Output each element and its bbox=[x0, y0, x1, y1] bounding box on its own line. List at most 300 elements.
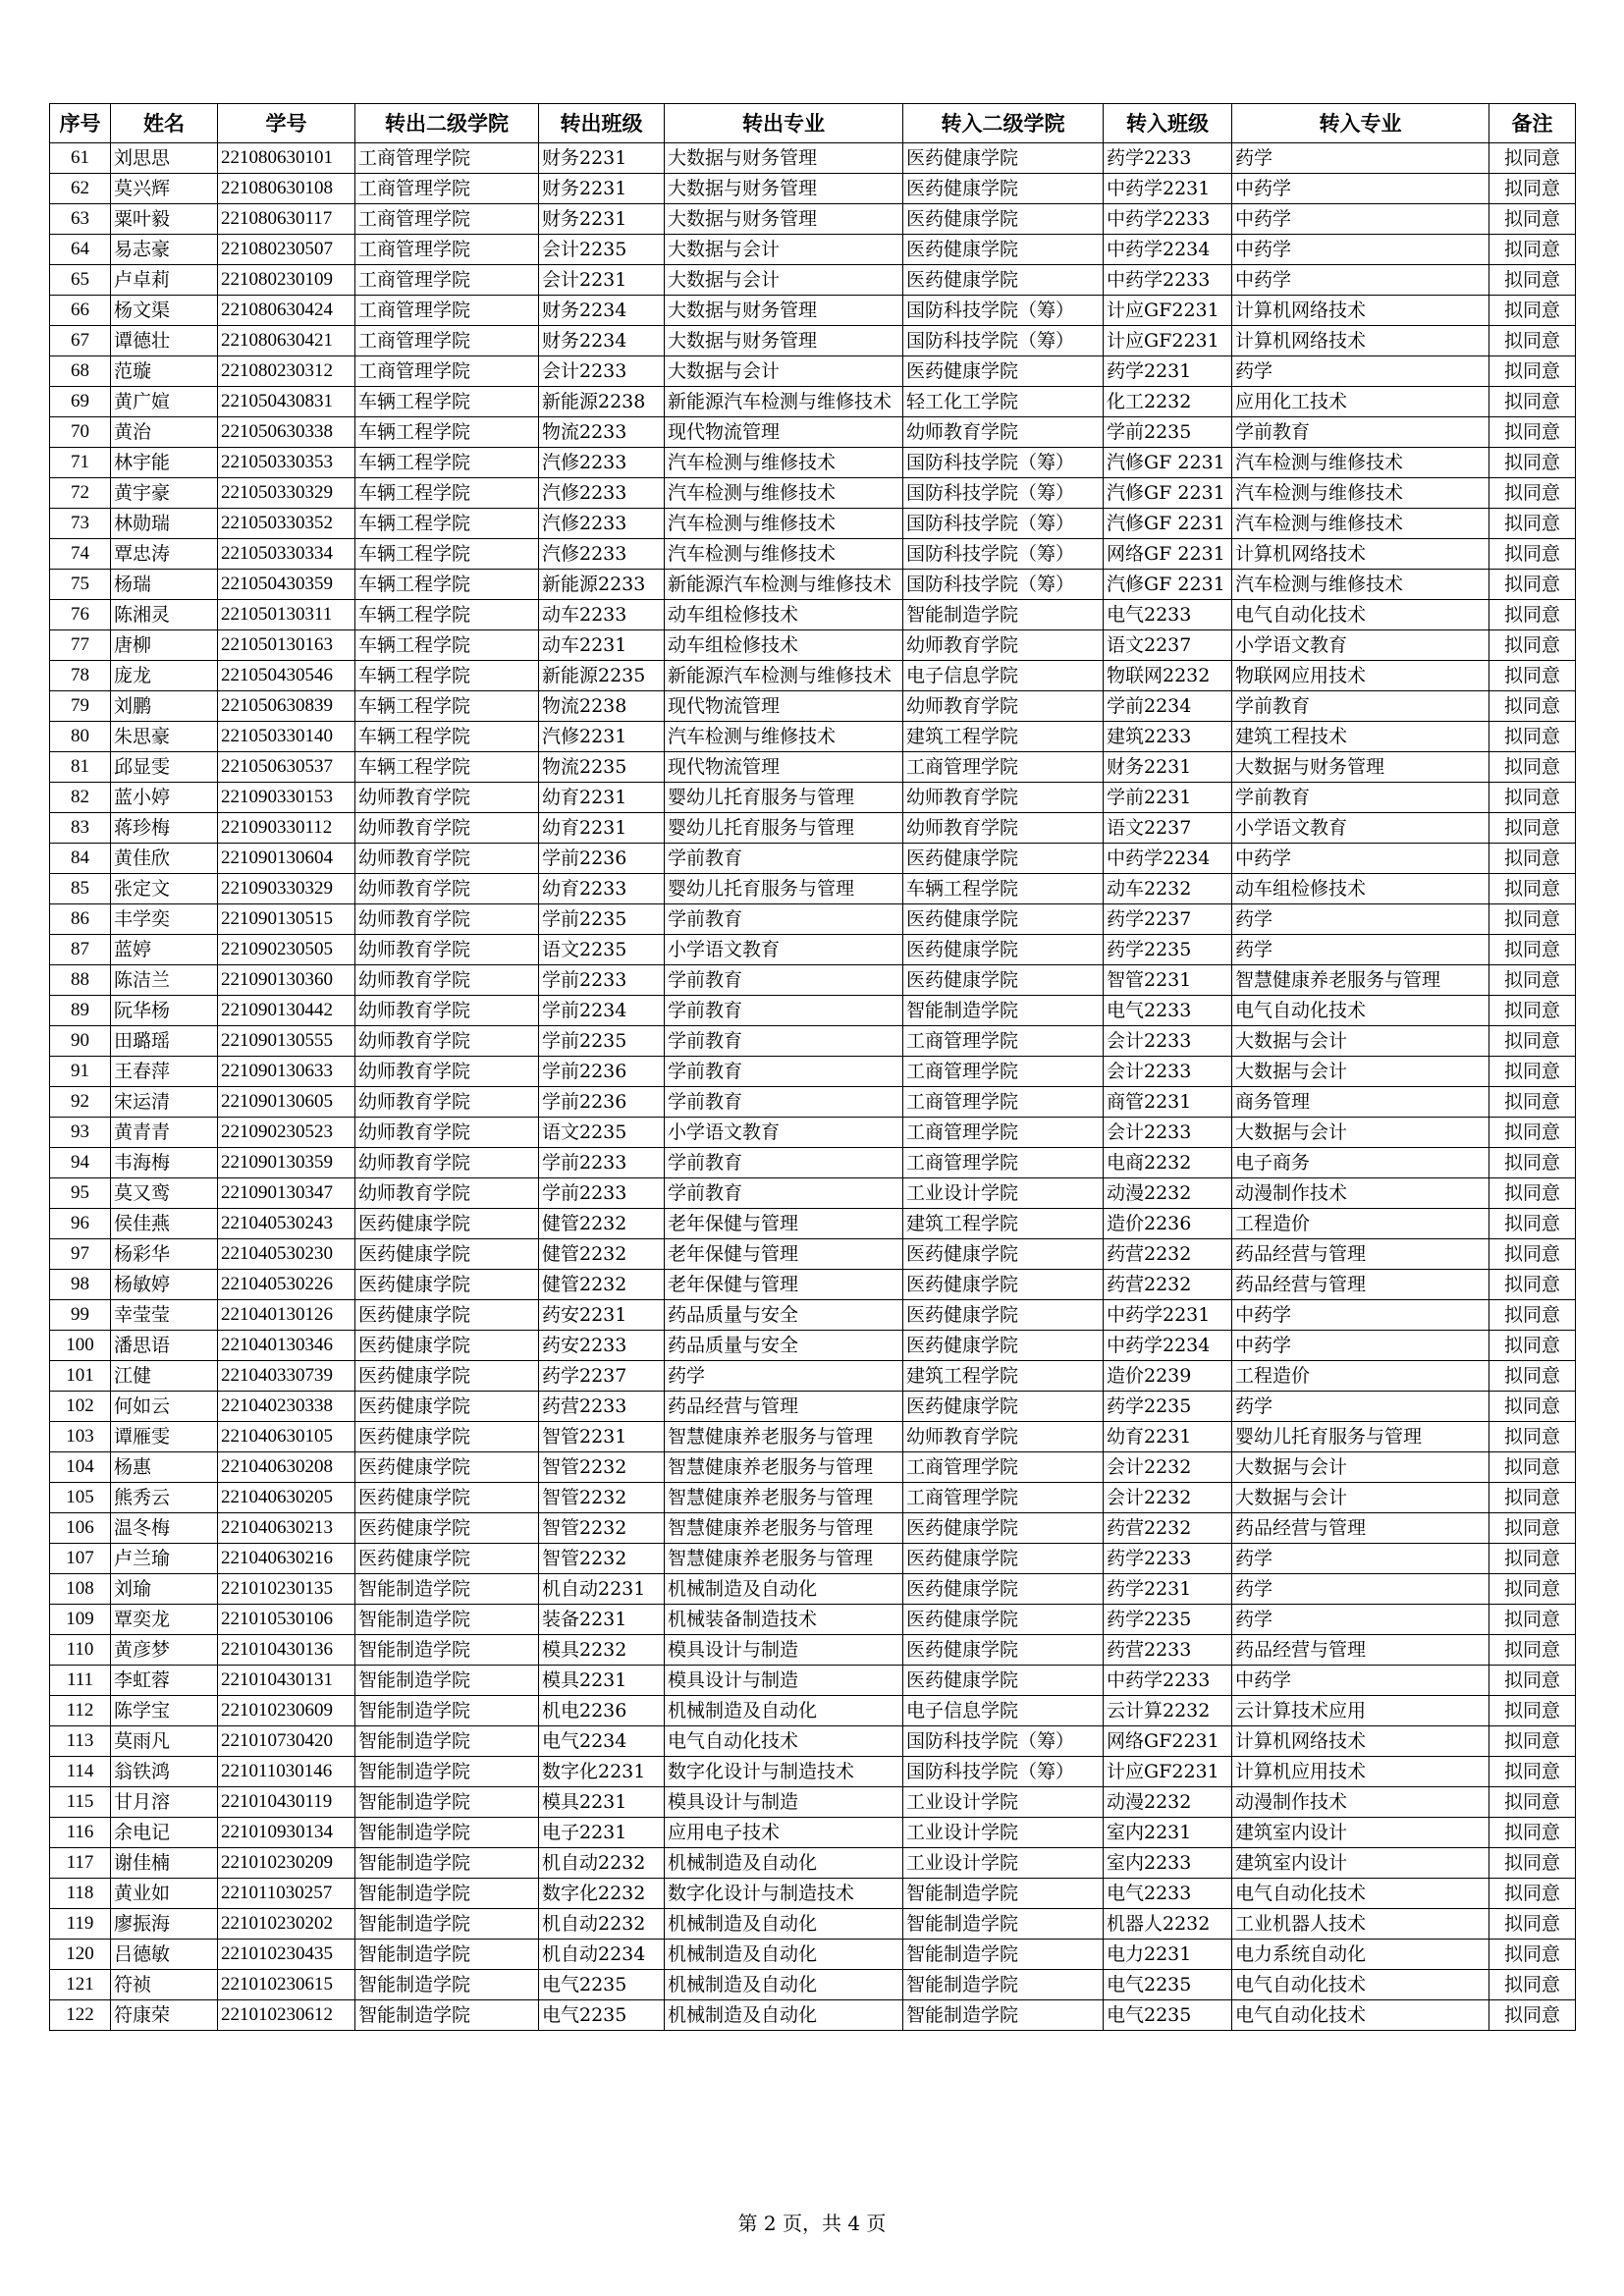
cell-remark: 拟同意 bbox=[1489, 356, 1576, 387]
cell-from-college: 幼师教育学院 bbox=[355, 996, 539, 1026]
cell-remark: 拟同意 bbox=[1489, 1483, 1576, 1513]
cell-from-college: 幼师教育学院 bbox=[355, 1178, 539, 1209]
cell-from-college: 工商管理学院 bbox=[355, 174, 539, 204]
cell-from-major: 药品质量与安全 bbox=[665, 1331, 903, 1361]
cell-to-class: 电力2231 bbox=[1104, 1940, 1232, 1970]
cell-student-id: 221010230202 bbox=[218, 1909, 355, 1940]
cell-to-class: 电气2235 bbox=[1104, 2000, 1232, 2031]
table-row bbox=[50, 661, 1576, 691]
cell-from-class: 药安2233 bbox=[539, 1331, 665, 1361]
cell-remark: 拟同意 bbox=[1489, 844, 1576, 874]
cell-to-major: 应用化工技术 bbox=[1232, 387, 1489, 417]
cell-from-class: 会计2235 bbox=[539, 235, 665, 265]
cell-to-major: 药学 bbox=[1232, 1392, 1489, 1422]
cell-to-major: 电气自动化技术 bbox=[1232, 996, 1489, 1026]
cell-to-college: 医药健康学院 bbox=[903, 235, 1104, 265]
cell-from-college: 智能制造学院 bbox=[355, 1848, 539, 1879]
cell-student-id: 221010230435 bbox=[218, 1940, 355, 1970]
cell-to-class: 造价2236 bbox=[1104, 1209, 1232, 1239]
cell-from-college: 车辆工程学院 bbox=[355, 722, 539, 752]
cell-from-college: 医药健康学院 bbox=[355, 1209, 539, 1239]
cell-student-id: 221010230609 bbox=[218, 1696, 355, 1726]
table-row bbox=[50, 1118, 1576, 1148]
cell-to-major: 学前教育 bbox=[1232, 417, 1489, 448]
cell-name: 莫又鸾 bbox=[111, 1178, 218, 1209]
table-row bbox=[50, 965, 1576, 996]
cell-to-major: 药学 bbox=[1232, 1574, 1489, 1605]
table-row bbox=[50, 1361, 1576, 1392]
cell-from-college: 医药健康学院 bbox=[355, 1239, 539, 1270]
cell-index: 104 bbox=[50, 1452, 111, 1483]
cell-to-major: 药学 bbox=[1232, 904, 1489, 935]
cell-to-major: 汽车检测与维修技术 bbox=[1232, 448, 1489, 478]
cell-from-class: 药营2233 bbox=[539, 1392, 665, 1422]
table-row bbox=[50, 1787, 1576, 1818]
cell-name: 阮华杨 bbox=[111, 996, 218, 1026]
cell-index: 61 bbox=[50, 143, 111, 174]
cell-index: 100 bbox=[50, 1331, 111, 1361]
cell-student-id: 221090330329 bbox=[218, 874, 355, 904]
cell-to-college: 建筑工程学院 bbox=[903, 1361, 1104, 1392]
cell-to-class: 药学2233 bbox=[1104, 143, 1232, 174]
cell-from-major: 小学语文教育 bbox=[665, 935, 903, 965]
cell-to-college: 工业设计学院 bbox=[903, 1848, 1104, 1879]
cell-from-major: 机械制造及自动化 bbox=[665, 1970, 903, 2000]
cell-from-class: 汽修2231 bbox=[539, 722, 665, 752]
cell-to-college: 医药健康学院 bbox=[903, 1635, 1104, 1666]
table-row bbox=[50, 1513, 1576, 1544]
cell-name: 杨敏婷 bbox=[111, 1270, 218, 1300]
table-row bbox=[50, 387, 1576, 417]
cell-from-class: 幼育2233 bbox=[539, 874, 665, 904]
cell-from-college: 智能制造学院 bbox=[355, 1605, 539, 1635]
cell-student-id: 221040630208 bbox=[218, 1452, 355, 1483]
cell-from-class: 电子2231 bbox=[539, 1818, 665, 1848]
cell-from-college: 车辆工程学院 bbox=[355, 600, 539, 630]
cell-from-college: 医药健康学院 bbox=[355, 1392, 539, 1422]
cell-from-college: 车辆工程学院 bbox=[355, 448, 539, 478]
cell-index: 70 bbox=[50, 417, 111, 448]
cell-remark: 拟同意 bbox=[1489, 1270, 1576, 1300]
cell-index: 120 bbox=[50, 1940, 111, 1970]
cell-from-class: 学前2235 bbox=[539, 1026, 665, 1057]
cell-remark: 拟同意 bbox=[1489, 1178, 1576, 1209]
cell-from-college: 幼师教育学院 bbox=[355, 935, 539, 965]
cell-name: 粟叶毅 bbox=[111, 204, 218, 235]
cell-from-class: 财务2234 bbox=[539, 326, 665, 356]
cell-from-college: 智能制造学院 bbox=[355, 1666, 539, 1696]
cell-index: 86 bbox=[50, 904, 111, 935]
cell-from-college: 智能制造学院 bbox=[355, 1879, 539, 1909]
cell-from-major: 汽车检测与维修技术 bbox=[665, 539, 903, 570]
cell-remark: 拟同意 bbox=[1489, 783, 1576, 813]
cell-to-college: 智能制造学院 bbox=[903, 1940, 1104, 1970]
cell-student-id: 221050430359 bbox=[218, 570, 355, 600]
cell-remark: 拟同意 bbox=[1489, 813, 1576, 844]
cell-to-major: 药品经营与管理 bbox=[1232, 1513, 1489, 1544]
cell-from-class: 汽修2233 bbox=[539, 478, 665, 509]
cell-from-college: 医药健康学院 bbox=[355, 1544, 539, 1574]
cell-student-id: 221050330352 bbox=[218, 509, 355, 539]
cell-to-class: 会计2232 bbox=[1104, 1483, 1232, 1513]
cell-from-major: 现代物流管理 bbox=[665, 691, 903, 722]
cell-remark: 拟同意 bbox=[1489, 448, 1576, 478]
cell-index: 73 bbox=[50, 509, 111, 539]
col-header-from-major: 转出专业 bbox=[665, 104, 903, 143]
cell-remark: 拟同意 bbox=[1489, 174, 1576, 204]
cell-remark: 拟同意 bbox=[1489, 204, 1576, 235]
cell-to-college: 医药健康学院 bbox=[903, 356, 1104, 387]
cell-to-college: 医药健康学院 bbox=[903, 1666, 1104, 1696]
cell-from-college: 工商管理学院 bbox=[355, 143, 539, 174]
cell-from-major: 智慧健康养老服务与管理 bbox=[665, 1513, 903, 1544]
cell-remark: 拟同意 bbox=[1489, 509, 1576, 539]
cell-from-class: 健管2232 bbox=[539, 1209, 665, 1239]
cell-to-major: 电气自动化技术 bbox=[1232, 1879, 1489, 1909]
cell-name: 陈洁兰 bbox=[111, 965, 218, 996]
cell-from-college: 幼师教育学院 bbox=[355, 1148, 539, 1178]
cell-to-college: 医药健康学院 bbox=[903, 1331, 1104, 1361]
cell-student-id: 221090130442 bbox=[218, 996, 355, 1026]
cell-student-id: 221080630117 bbox=[218, 204, 355, 235]
cell-to-college: 国防科技学院（筹） bbox=[903, 296, 1104, 326]
table-row bbox=[50, 1605, 1576, 1635]
cell-from-major: 智慧健康养老服务与管理 bbox=[665, 1483, 903, 1513]
table-row bbox=[50, 1452, 1576, 1483]
cell-from-major: 新能源汽车检测与维修技术 bbox=[665, 387, 903, 417]
cell-from-major: 学前教育 bbox=[665, 965, 903, 996]
cell-to-class: 中药学2234 bbox=[1104, 235, 1232, 265]
cell-student-id: 221090330112 bbox=[218, 813, 355, 844]
col-header-to-college: 转入二级学院 bbox=[903, 104, 1104, 143]
cell-to-college: 幼师教育学院 bbox=[903, 691, 1104, 722]
cell-remark: 拟同意 bbox=[1489, 570, 1576, 600]
cell-to-college: 医药健康学院 bbox=[903, 904, 1104, 935]
table-row bbox=[50, 326, 1576, 356]
cell-from-college: 车辆工程学院 bbox=[355, 417, 539, 448]
cell-to-class: 中药学2234 bbox=[1104, 1331, 1232, 1361]
cell-student-id: 221050130163 bbox=[218, 630, 355, 661]
cell-from-college: 车辆工程学院 bbox=[355, 691, 539, 722]
cell-to-major: 大数据与财务管理 bbox=[1232, 752, 1489, 783]
cell-to-major: 学前教育 bbox=[1232, 691, 1489, 722]
cell-from-major: 学前教育 bbox=[665, 1057, 903, 1087]
cell-to-major: 中药学 bbox=[1232, 1666, 1489, 1696]
cell-from-major: 数字化设计与制造技术 bbox=[665, 1757, 903, 1787]
cell-to-major: 药品经营与管理 bbox=[1232, 1635, 1489, 1666]
cell-student-id: 221050630839 bbox=[218, 691, 355, 722]
cell-to-college: 工商管理学院 bbox=[903, 1148, 1104, 1178]
cell-from-class: 智管2232 bbox=[539, 1452, 665, 1483]
cell-name: 何如云 bbox=[111, 1392, 218, 1422]
cell-to-major: 大数据与会计 bbox=[1232, 1452, 1489, 1483]
cell-from-class: 财务2234 bbox=[539, 296, 665, 326]
cell-to-college: 医药健康学院 bbox=[903, 1300, 1104, 1331]
table-row bbox=[50, 630, 1576, 661]
cell-name: 黄治 bbox=[111, 417, 218, 448]
cell-from-college: 工商管理学院 bbox=[355, 296, 539, 326]
cell-name: 卢兰瑜 bbox=[111, 1544, 218, 1574]
cell-from-college: 幼师教育学院 bbox=[355, 904, 539, 935]
cell-index: 78 bbox=[50, 661, 111, 691]
cell-remark: 拟同意 bbox=[1489, 1452, 1576, 1483]
cell-index: 83 bbox=[50, 813, 111, 844]
cell-from-major: 智慧健康养老服务与管理 bbox=[665, 1452, 903, 1483]
cell-name: 杨惠 bbox=[111, 1452, 218, 1483]
cell-index: 118 bbox=[50, 1879, 111, 1909]
cell-from-college: 工商管理学院 bbox=[355, 204, 539, 235]
cell-from-college: 幼师教育学院 bbox=[355, 813, 539, 844]
cell-to-class: 中药学2234 bbox=[1104, 844, 1232, 874]
cell-to-college: 医药健康学院 bbox=[903, 174, 1104, 204]
cell-to-major: 学前教育 bbox=[1232, 783, 1489, 813]
col-header-from-class: 转出班级 bbox=[539, 104, 665, 143]
cell-student-id: 221080230507 bbox=[218, 235, 355, 265]
cell-name: 幸莹莹 bbox=[111, 1300, 218, 1331]
table-row bbox=[50, 813, 1576, 844]
cell-from-college: 智能制造学院 bbox=[355, 1696, 539, 1726]
cell-student-id: 221080630101 bbox=[218, 143, 355, 174]
cell-remark: 拟同意 bbox=[1489, 1818, 1576, 1848]
cell-to-college: 国防科技学院（筹） bbox=[903, 509, 1104, 539]
cell-student-id: 221011030257 bbox=[218, 1879, 355, 1909]
cell-name: 翁铁鸿 bbox=[111, 1757, 218, 1787]
cell-name: 谢佳楠 bbox=[111, 1848, 218, 1879]
cell-to-class: 电商2232 bbox=[1104, 1148, 1232, 1178]
cell-to-class: 会计2233 bbox=[1104, 1057, 1232, 1087]
cell-from-major: 婴幼儿托育服务与管理 bbox=[665, 813, 903, 844]
cell-from-major: 汽车检测与维修技术 bbox=[665, 478, 903, 509]
cell-from-college: 医药健康学院 bbox=[355, 1483, 539, 1513]
cell-from-college: 幼师教育学院 bbox=[355, 874, 539, 904]
cell-remark: 拟同意 bbox=[1489, 235, 1576, 265]
cell-to-college: 医药健康学院 bbox=[903, 1574, 1104, 1605]
cell-to-class: 造价2239 bbox=[1104, 1361, 1232, 1392]
table-row bbox=[50, 1148, 1576, 1178]
cell-index: 108 bbox=[50, 1574, 111, 1605]
cell-student-id: 221050430831 bbox=[218, 387, 355, 417]
cell-to-class: 电气2233 bbox=[1104, 600, 1232, 630]
cell-index: 91 bbox=[50, 1057, 111, 1087]
transfer-table bbox=[49, 103, 1576, 2031]
cell-index: 106 bbox=[50, 1513, 111, 1544]
cell-to-class: 中药学2231 bbox=[1104, 174, 1232, 204]
cell-name: 陈学宝 bbox=[111, 1696, 218, 1726]
cell-from-college: 智能制造学院 bbox=[355, 1909, 539, 1940]
table-row bbox=[50, 1422, 1576, 1452]
table-row bbox=[50, 783, 1576, 813]
cell-from-major: 小学语文教育 bbox=[665, 1118, 903, 1148]
cell-from-college: 幼师教育学院 bbox=[355, 1026, 539, 1057]
cell-index: 117 bbox=[50, 1848, 111, 1879]
table-row bbox=[50, 874, 1576, 904]
cell-from-class: 电气2235 bbox=[539, 2000, 665, 2031]
cell-to-class: 药营2233 bbox=[1104, 1635, 1232, 1666]
cell-to-college: 幼师教育学院 bbox=[903, 1422, 1104, 1452]
cell-to-major: 商务管理 bbox=[1232, 1087, 1489, 1118]
cell-to-major: 药学 bbox=[1232, 935, 1489, 965]
cell-remark: 拟同意 bbox=[1489, 143, 1576, 174]
cell-from-class: 财务2231 bbox=[539, 204, 665, 235]
cell-to-college: 国防科技学院（筹） bbox=[903, 570, 1104, 600]
cell-to-college: 工业设计学院 bbox=[903, 1818, 1104, 1848]
cell-to-college: 工商管理学院 bbox=[903, 1118, 1104, 1148]
cell-remark: 拟同意 bbox=[1489, 1666, 1576, 1696]
cell-from-college: 车辆工程学院 bbox=[355, 387, 539, 417]
cell-to-class: 药营2232 bbox=[1104, 1270, 1232, 1300]
cell-index: 81 bbox=[50, 752, 111, 783]
cell-to-college: 医药健康学院 bbox=[903, 965, 1104, 996]
cell-name: 林宇能 bbox=[111, 448, 218, 478]
cell-remark: 拟同意 bbox=[1489, 1726, 1576, 1757]
cell-to-major: 药学 bbox=[1232, 1605, 1489, 1635]
cell-to-class: 网络GF2231 bbox=[1104, 1726, 1232, 1757]
cell-index: 122 bbox=[50, 2000, 111, 2031]
cell-to-class: 电气2233 bbox=[1104, 1879, 1232, 1909]
cell-to-major: 建筑室内设计 bbox=[1232, 1848, 1489, 1879]
cell-to-college: 工商管理学院 bbox=[903, 1026, 1104, 1057]
cell-remark: 拟同意 bbox=[1489, 265, 1576, 296]
table-row bbox=[50, 722, 1576, 752]
cell-to-class: 中药学2233 bbox=[1104, 265, 1232, 296]
cell-from-class: 学前2235 bbox=[539, 904, 665, 935]
cell-name: 余电记 bbox=[111, 1818, 218, 1848]
cell-to-college: 医药健康学院 bbox=[903, 1239, 1104, 1270]
cell-to-class: 计应GF2231 bbox=[1104, 296, 1232, 326]
cell-remark: 拟同意 bbox=[1489, 1239, 1576, 1270]
cell-name: 韦海梅 bbox=[111, 1148, 218, 1178]
cell-to-major: 大数据与会计 bbox=[1232, 1118, 1489, 1148]
cell-from-major: 动车组检修技术 bbox=[665, 600, 903, 630]
cell-remark: 拟同意 bbox=[1489, 1757, 1576, 1787]
cell-from-major: 机械制造及自动化 bbox=[665, 1574, 903, 1605]
cell-name: 邱显雯 bbox=[111, 752, 218, 783]
col-header-student-id: 学号 bbox=[218, 104, 355, 143]
cell-from-college: 车辆工程学院 bbox=[355, 661, 539, 691]
table-row bbox=[50, 1026, 1576, 1057]
cell-student-id: 221050130311 bbox=[218, 600, 355, 630]
cell-from-college: 幼师教育学院 bbox=[355, 783, 539, 813]
cell-remark: 拟同意 bbox=[1489, 1087, 1576, 1118]
cell-from-major: 电气自动化技术 bbox=[665, 1726, 903, 1757]
table-row bbox=[50, 509, 1576, 539]
cell-to-class: 会计2232 bbox=[1104, 1452, 1232, 1483]
cell-from-major: 现代物流管理 bbox=[665, 752, 903, 783]
cell-from-major: 老年保健与管理 bbox=[665, 1239, 903, 1270]
table-row bbox=[50, 1483, 1576, 1513]
cell-index: 114 bbox=[50, 1757, 111, 1787]
cell-to-major: 中药学 bbox=[1232, 235, 1489, 265]
cell-from-major: 机械制造及自动化 bbox=[665, 1848, 903, 1879]
cell-index: 89 bbox=[50, 996, 111, 1026]
table-row bbox=[50, 296, 1576, 326]
cell-from-class: 财务2231 bbox=[539, 174, 665, 204]
table-row bbox=[50, 935, 1576, 965]
cell-to-major: 中药学 bbox=[1232, 265, 1489, 296]
cell-from-college: 智能制造学院 bbox=[355, 2000, 539, 2031]
cell-remark: 拟同意 bbox=[1489, 600, 1576, 630]
cell-from-major: 学前教育 bbox=[665, 1087, 903, 1118]
cell-remark: 拟同意 bbox=[1489, 1787, 1576, 1818]
cell-remark: 拟同意 bbox=[1489, 1118, 1576, 1148]
cell-from-college: 工商管理学院 bbox=[355, 235, 539, 265]
cell-to-college: 医药健康学院 bbox=[903, 204, 1104, 235]
cell-student-id: 221090130605 bbox=[218, 1087, 355, 1118]
table-row bbox=[50, 904, 1576, 935]
cell-student-id: 221040630205 bbox=[218, 1483, 355, 1513]
cell-name: 黄佳欣 bbox=[111, 844, 218, 874]
page-footer: 第 2 页，共 4 页 bbox=[737, 2212, 887, 2235]
cell-name: 黄业如 bbox=[111, 1879, 218, 1909]
cell-index: 101 bbox=[50, 1361, 111, 1392]
cell-name: 符祯 bbox=[111, 1970, 218, 2000]
cell-from-class: 智管2232 bbox=[539, 1513, 665, 1544]
cell-from-class: 汽修2233 bbox=[539, 509, 665, 539]
cell-from-major: 药品质量与安全 bbox=[665, 1300, 903, 1331]
cell-to-class: 电气2235 bbox=[1104, 1970, 1232, 2000]
cell-to-class: 动漫2232 bbox=[1104, 1787, 1232, 1818]
cell-remark: 拟同意 bbox=[1489, 478, 1576, 509]
cell-remark: 拟同意 bbox=[1489, 1148, 1576, 1178]
cell-to-major: 中药学 bbox=[1232, 204, 1489, 235]
cell-to-college: 电子信息学院 bbox=[903, 1696, 1104, 1726]
table-row bbox=[50, 143, 1576, 174]
cell-from-class: 会计2233 bbox=[539, 356, 665, 387]
cell-from-college: 工商管理学院 bbox=[355, 356, 539, 387]
table-row bbox=[50, 1209, 1576, 1239]
cell-from-class: 新能源2235 bbox=[539, 661, 665, 691]
cell-from-class: 新能源2233 bbox=[539, 570, 665, 600]
cell-from-class: 药学2237 bbox=[539, 1361, 665, 1392]
table-row bbox=[50, 752, 1576, 783]
cell-remark: 拟同意 bbox=[1489, 630, 1576, 661]
cell-from-major: 学前教育 bbox=[665, 904, 903, 935]
cell-remark: 拟同意 bbox=[1489, 1300, 1576, 1331]
table-row bbox=[50, 844, 1576, 874]
cell-to-class: 药学2235 bbox=[1104, 1605, 1232, 1635]
table-row bbox=[50, 417, 1576, 448]
cell-student-id: 221010430131 bbox=[218, 1666, 355, 1696]
cell-to-college: 医药健康学院 bbox=[903, 1544, 1104, 1574]
cell-to-college: 车辆工程学院 bbox=[903, 874, 1104, 904]
cell-from-major: 动车组检修技术 bbox=[665, 630, 903, 661]
cell-index: 88 bbox=[50, 965, 111, 996]
cell-from-college: 车辆工程学院 bbox=[355, 509, 539, 539]
table-row bbox=[50, 448, 1576, 478]
cell-name: 刘鹏 bbox=[111, 691, 218, 722]
cell-name: 潘思语 bbox=[111, 1331, 218, 1361]
cell-to-college: 工商管理学院 bbox=[903, 752, 1104, 783]
cell-from-class: 动车2231 bbox=[539, 630, 665, 661]
cell-remark: 拟同意 bbox=[1489, 904, 1576, 935]
cell-to-major: 大数据与会计 bbox=[1232, 1026, 1489, 1057]
cell-index: 75 bbox=[50, 570, 111, 600]
cell-to-major: 工程造价 bbox=[1232, 1361, 1489, 1392]
cell-name: 蓝小婷 bbox=[111, 783, 218, 813]
cell-to-college: 智能制造学院 bbox=[903, 1970, 1104, 2000]
cell-remark: 拟同意 bbox=[1489, 935, 1576, 965]
table-row bbox=[50, 1848, 1576, 1879]
col-header-name: 姓名 bbox=[111, 104, 218, 143]
cell-student-id: 221040630105 bbox=[218, 1422, 355, 1452]
cell-to-college: 建筑工程学院 bbox=[903, 722, 1104, 752]
cell-to-college: 国防科技学院（筹） bbox=[903, 326, 1104, 356]
cell-from-major: 机械装备制造技术 bbox=[665, 1605, 903, 1635]
cell-remark: 拟同意 bbox=[1489, 417, 1576, 448]
cell-student-id: 221050330353 bbox=[218, 448, 355, 478]
cell-from-class: 会计2231 bbox=[539, 265, 665, 296]
cell-from-major: 智慧健康养老服务与管理 bbox=[665, 1544, 903, 1574]
